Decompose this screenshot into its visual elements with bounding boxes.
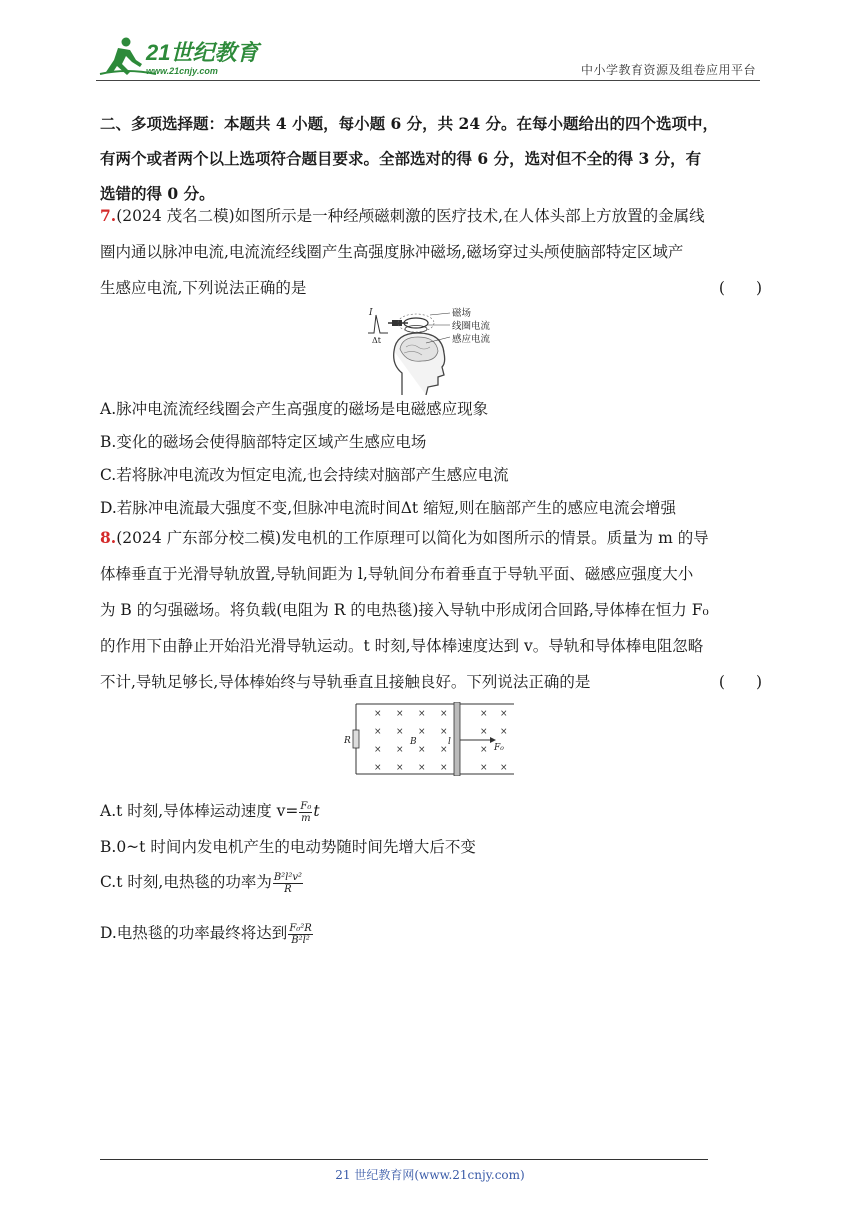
footer-link[interactable]: 21 世纪教育网(www.21cnjy.com) xyxy=(335,1168,525,1182)
label-l: l xyxy=(448,737,451,747)
fraction: $\frac{\text{F₀²R}}{\text{B²l²}}$ xyxy=(289,922,312,946)
platform-name: 中小学教育资源及组卷应用平台 xyxy=(580,63,756,77)
svg-text:×: × xyxy=(500,763,508,773)
option-a[interactable] xyxy=(100,800,320,824)
option-text: A.t 时刻,导体棒运动速度 v= xyxy=(100,802,299,820)
magnetic-field-crosses xyxy=(374,709,508,773)
stem-line: (2024 茂名二模)如图所示是一种经颅磁刺激的医疗技术,在人体头部上方放置的金属线 xyxy=(116,207,705,225)
svg-text:×: × xyxy=(440,763,448,773)
option-text: C.t 时刻,电热毯的功率为 xyxy=(100,873,272,891)
resistor-icon xyxy=(353,730,359,748)
svg-text:×: × xyxy=(440,745,448,755)
label-force: F₀ xyxy=(494,743,504,753)
option-a[interactable]: A.脉冲电流流经线圈会产生高强度的磁场是电磁感应现象 xyxy=(100,400,489,418)
svg-text:×: × xyxy=(374,709,382,719)
svg-text:×: × xyxy=(396,745,404,755)
svg-text:×: × xyxy=(418,763,426,773)
tms-head-figure xyxy=(366,303,516,395)
option-text: D.电热毯的功率最终将达到 xyxy=(100,924,288,942)
option-tail: t xyxy=(313,802,320,820)
section-line: 有两个或者两个以上选项符合题目要求。全部选对的得 6 分，选对但不全的得 3 分，有 xyxy=(100,149,702,168)
stem-line: 体棒垂直于光滑导轨放置,导轨间距为 l,导轨间分布着垂直于导轨平面、磁感应强度大小 xyxy=(100,565,694,583)
svg-text:×: × xyxy=(374,763,382,773)
option-b[interactable]: B.0~t 时间内发电机产生的电动势随时间先增大后不变 xyxy=(100,838,476,856)
svg-text:×: × xyxy=(440,727,448,737)
question-7-stem xyxy=(100,198,766,306)
svg-text:×: × xyxy=(396,709,404,719)
option-b[interactable]: B.变化的磁场会使得脑部特定区域产生感应电场 xyxy=(100,433,427,451)
svg-text:×: × xyxy=(396,727,404,737)
section-heading xyxy=(100,106,766,211)
conductor-rod xyxy=(454,702,460,776)
stem-line: 的作用下由静止开始沿光滑导轨运动。t 时刻,导体棒速度达到 v。导轨和导体棒电阻忽略 xyxy=(100,637,704,655)
section-line: 二、多项选择题：本题共 4 小题，每小题 6 分，共 24 分。在每小题给出的四个选项中， xyxy=(100,114,719,133)
stem-line: 不计,导轨足够长,导体棒始终与导轨垂直且接触良好。下列说法正确的是 xyxy=(100,673,591,691)
footer-divider xyxy=(100,1159,708,1160)
site-logo xyxy=(96,34,266,82)
option-c[interactable]: C.若将脉冲电流改为恒定电流,也会持续对脑部产生感应电流 xyxy=(100,466,509,484)
question-8-stem xyxy=(100,520,766,700)
label-coil-current: 线圈电流 xyxy=(452,321,491,332)
fraction: $\frac{\text{F₀}}{m}$ xyxy=(300,800,312,824)
logo-url: www.21cnjy.com xyxy=(146,66,218,76)
svg-text:×: × xyxy=(480,727,488,737)
svg-text:×: × xyxy=(500,727,508,737)
option-d[interactable]: D.若脉冲电流最大强度不变,但脉冲电流时间Δt 缩短,则在脑部产生的感应电流会增强 xyxy=(100,499,677,517)
stem-line: 为 B 的匀强磁场。将负载(电阻为 R 的电热毯)接入导轨中形成闭合回路,导体棒在恒力 F₀ xyxy=(100,601,709,619)
header-divider xyxy=(96,80,760,81)
answer-blank: ( ) xyxy=(718,279,762,297)
pulse-label-i: I xyxy=(369,308,373,318)
fraction: $\frac{\text{B²l²v²}}{R}$ xyxy=(273,871,303,895)
svg-text:×: × xyxy=(480,763,488,773)
svg-text:×: × xyxy=(500,709,508,719)
stem-line: 生感应电流,下列说法正确的是 xyxy=(100,279,307,297)
svg-text:×: × xyxy=(374,745,382,755)
svg-text:×: × xyxy=(480,709,488,719)
generator-rail-figure xyxy=(344,702,516,776)
svg-text:×: × xyxy=(418,709,426,719)
svg-text:×: × xyxy=(440,709,448,719)
question-number: 7. xyxy=(100,206,117,225)
label-b: B xyxy=(410,737,417,747)
answer-blank: ( ) xyxy=(718,673,762,691)
section-line: 选错的得 0 分。 xyxy=(100,184,215,203)
svg-text:×: × xyxy=(418,727,426,737)
label-magnetic-field: 磁场 xyxy=(452,308,472,319)
logo-text: 21世纪教育 xyxy=(146,40,259,65)
svg-text:×: × xyxy=(418,745,426,755)
question-number: 8. xyxy=(100,528,117,547)
stem-line: (2024 广东部分校二模)发电机的工作原理可以简化为如图所示的情景。质量为 m 的导 xyxy=(116,529,709,547)
option-d[interactable] xyxy=(100,922,314,946)
svg-text:×: × xyxy=(396,763,404,773)
label-r: R xyxy=(344,736,351,746)
option-c[interactable] xyxy=(100,871,304,895)
svg-text:×: × xyxy=(374,727,382,737)
label-induced-current: 感应电流 xyxy=(452,334,491,345)
stem-line: 圈内通以脉冲电流,电流流经线圈产生高强度脉冲磁场,磁场穿过头颅使脑部特定区域产 xyxy=(100,243,684,261)
pulse-label-dt: Δt xyxy=(372,336,381,345)
svg-text:×: × xyxy=(480,745,488,755)
